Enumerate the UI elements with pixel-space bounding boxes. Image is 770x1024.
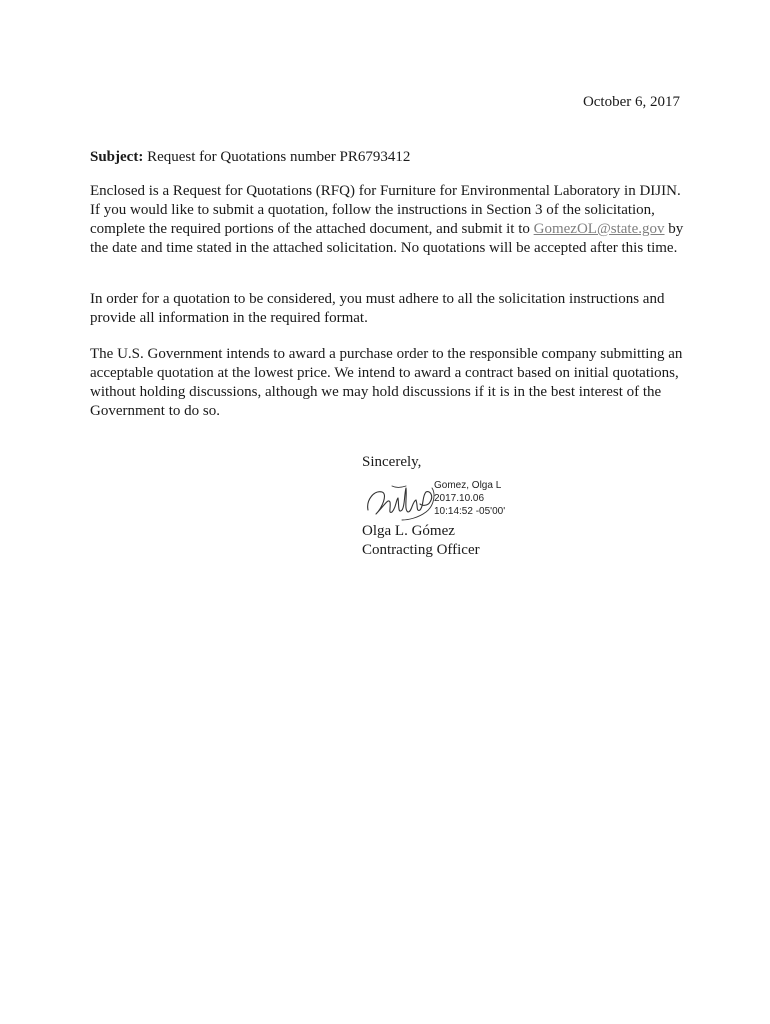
paragraph-instructions-end: by the date and time stated in the attached solicitation. No quotations will be accepted after this time. [90,221,684,256]
signature-metadata [434,479,505,518]
paragraph-instructions [90,182,690,258]
signer-block [362,522,480,560]
subject-text: Request for Quotations number PR6793412 [143,149,411,165]
paragraph-instructions-start: Enclosed is a Request for Quotations (RFQ) for Furniture for Environmental Laboratory in DIJIN. If you would like to submit a quotation, follow the instructions in Section 3 of the solicitation, complete the required portions of the attached document, and submit it to [90,183,681,237]
paragraph-requirements: In order for a quotation to be considered, you must adhere to all the solicitation instructions and provide all information in the required format. [90,291,665,326]
digital-signature-block [362,476,542,524]
email-link[interactable]: GomezOL@state.gov [533,221,665,237]
signature-time: 10:14:52 -05'00' [434,506,506,517]
signer-title: Contracting Officer [362,542,480,558]
handwritten-signature [362,476,442,522]
closing-salutation: Sincerely, [362,454,422,470]
letter-date: October 6, 2017 [582,94,680,110]
signer-name: Olga L. Gómez [362,523,455,539]
paragraph-award: The U.S. Government intends to award a purchase order to the responsible company submitting an acceptable quotation at the lowest price. We intend to award a contract based on initial quotations, without holding discussions, although we may hold discussions if it is in the best interest of the Government to do so. [90,346,683,419]
subject-label: Subject: [90,149,144,165]
signature-date: 2017.10.06 [434,493,485,504]
signature-name: Gomez, Olga L [434,480,502,491]
subject-line [90,147,690,167]
